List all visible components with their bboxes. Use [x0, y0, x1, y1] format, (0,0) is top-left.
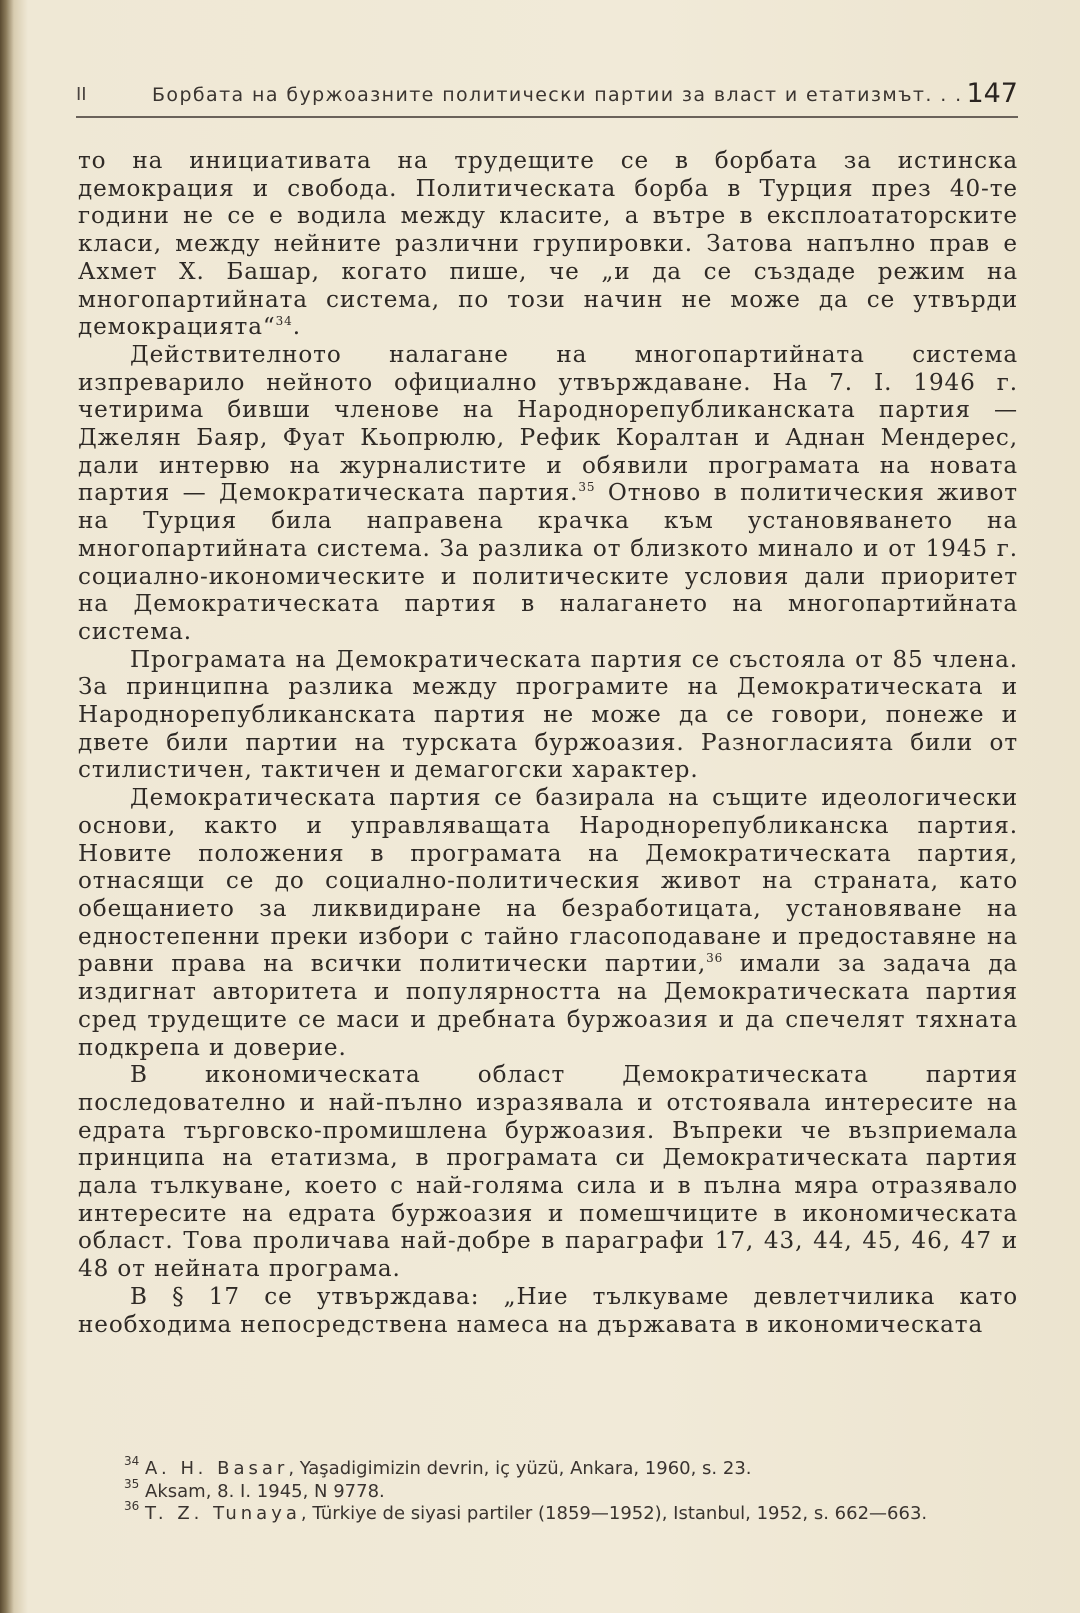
paragraph-6: В § 17 се утвърждава: „Ние тълкуваме девлетчилика като необходима непосредствена намеса на държавата в икономическата	[78, 1283, 1018, 1338]
chapter-number: II	[76, 84, 87, 105]
paragraph-3: Програмата на Демократическата партия се състояла от 85 члена. За принципна разлика между програмите на Демократическата и Народнорепубликанската партия не може да се говори, понеже и двете били партии на турската буржоазия. Разногласията били от стилистичен, тактичен и демагогски характер.	[78, 646, 1018, 784]
paragraph-1: то на инициативата на трудещите се в борбата за истинска демокрация и свобода. Политическата борба в Турция през 40-те години не се е водила между класите, а вътре в експлоататорските класи, между нейните различни групировки. Затова напълно прав е Ахмет Х. Башар, когато пише, че „и да се създаде режим на многопартийната система, по този начин не може да се утвърди демокрацията“$^{34}$.	[78, 148, 1018, 341]
running-title: Борбата на буржоазните политически партии за власт и етатизмът. . .	[152, 84, 963, 106]
footnote-ref-34: 34	[275, 314, 293, 329]
body-text	[78, 148, 1018, 1339]
footnote-ref-35: 35	[578, 480, 596, 495]
paragraph-4: Демократическата партия се базирала на същите идеологически основи, както и управляващата Народнорепубликанска партия. Новите положения в програмата на Демократическата партия, отнасящи се до социално-политическия живот на страната, като обещанието за ликвидиране на безработицата, установяване на едностепенни преки избори с тайно гласоподаване и предоставяне на равни права на всички политически партии,$^{36}$ имали за задача да издигнат авторитета и популярността на Демократическата партия сред трудещите се маси и дребната буржоазия и да спечелят тяхната подкрепа и доверие.	[78, 785, 1018, 1061]
running-header	[76, 72, 1018, 118]
page-number: 147	[966, 78, 1018, 109]
footnote-ref-36: 36	[706, 951, 724, 966]
paragraph-5: В икономическата област Демократическата партия последователно и най-пълно изразявала и отстоявала интересите на едрата търговско-промишлена буржоазия. Въпреки че възприемала принципа на етатизма, в програмата си Демократическата партия дала тълкуване, което с най-голяма сила и в пълна мяра отразявало интересите на едрата буржоазия и помешчиците в икономическата област. Това проличава най-добре в параграфи 17, 43, 44, 45, 46, 47 и 48 от нейната програма.	[78, 1062, 1018, 1283]
footnotes	[78, 1454, 1018, 1526]
paragraph-2: Действителното налагане на многопартийната система изпреварило нейното официално утвърждаване. На 7. I. 1946 г. четирима бивши членове на Народнорепубликанската партия — Джелян Баяр, Фуат Кьопрюлю, Рефик Коралтан и Аднан Мендерес, дали интервю на журналистите и обявили програмата на новата партия — Демократическата партия.$^{35}$ Отново в политическия живот на Турция била направена крачка към установяването на многопартийната система. За разлика от близкото минало и от 1945 г. социално-икономическите и политическите условия дали приоритет на Демократическата партия в налагането на многопартийната система.	[78, 341, 1018, 645]
footnote-34: $^{34}$ A. H. Basar, Yaşadigimizin devrin, iç yüzü, Ankara, 1960, s. 23.	[124, 1454, 752, 1479]
footnote-36: $^{36}$ T. Z. Tunaya, Türkiye de siyasi partiler (1859—1952), Istanbul, 1952, s. 662—663.	[124, 1499, 928, 1524]
footnote-35: $^{35}$ Aksam, 8. I. 1945, N 9778.	[124, 1476, 385, 1502]
